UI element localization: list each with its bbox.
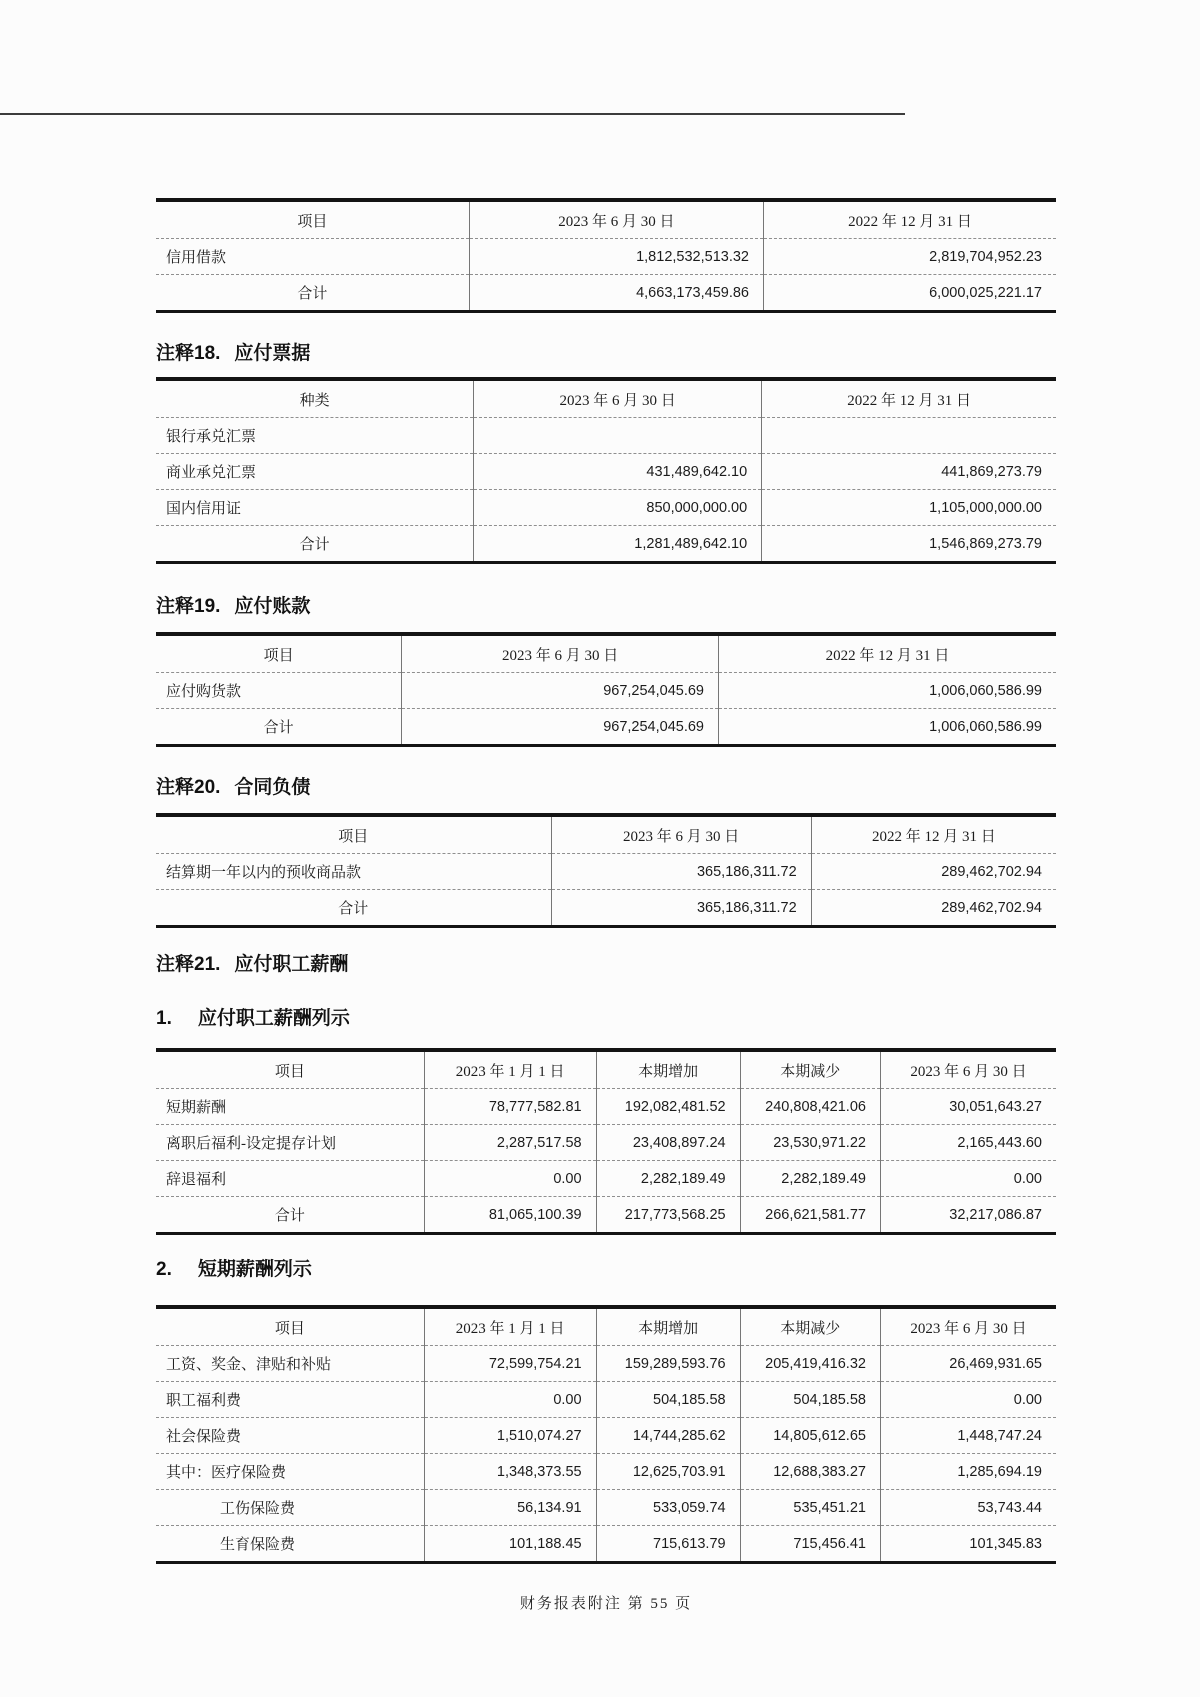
row-label: 应付购货款 (166, 684, 242, 700)
cell-value: 0.00 (424, 1382, 596, 1418)
cell-value: 53,743.44 (880, 1490, 1056, 1526)
table-row (156, 1089, 1056, 1125)
row-label: 合计 (263, 720, 294, 736)
table-row (156, 1125, 1056, 1161)
table-row (156, 1346, 1056, 1382)
column-header: 本期减少 (740, 1050, 880, 1089)
cell-value: 32,217,086.87 (880, 1197, 1056, 1234)
note-number: 注释21. (156, 954, 221, 975)
cell-value: 14,744,285.62 (596, 1418, 740, 1454)
column-header: 2023 年 1 月 1 日 (424, 1307, 596, 1346)
cell-value: 533,059.74 (596, 1490, 740, 1526)
cell-value: 1,448,747.24 (880, 1418, 1056, 1454)
row-label: 其中：医疗保险费 (166, 1465, 287, 1481)
cell-value: 2,819,704,952.23 (763, 239, 1056, 275)
row-label: 信用借款 (166, 250, 227, 266)
note-21-sub1-heading (156, 1008, 1056, 1030)
cell-value: 1,348,373.55 (424, 1454, 596, 1490)
cell-value: 504,185.58 (596, 1382, 740, 1418)
cell-value: 205,419,416.32 (740, 1346, 880, 1382)
cell-value: 289,462,702.94 (811, 854, 1056, 890)
contract-liabilities-table (156, 813, 1056, 928)
cell-value: 23,408,897.24 (596, 1125, 740, 1161)
note-title-text: 应付票据 (234, 343, 311, 364)
column-header: 项目 (338, 828, 369, 845)
cell-value: 30,051,643.27 (880, 1089, 1056, 1125)
table-header-row (156, 815, 1056, 854)
cell-value: 101,188.45 (424, 1526, 596, 1563)
table-row (156, 418, 1056, 454)
cell-value: 967,254,045.69 (402, 709, 719, 746)
column-header: 2023 年 6 月 30 日 (880, 1307, 1056, 1346)
cell-value: 1,546,869,273.79 (762, 526, 1056, 563)
cell-value: 967,254,045.69 (402, 673, 719, 709)
note-20-heading (156, 777, 1056, 799)
page-footer: 财务报表附注 第 55 页 (519, 1596, 693, 1612)
row-label: 生育保险费 (220, 1537, 296, 1553)
cell-value: 365,186,311.72 (551, 854, 811, 890)
cell-value: 715,456.41 (740, 1526, 880, 1563)
page-content (156, 198, 1056, 1613)
cell-value: 0.00 (880, 1161, 1056, 1197)
cell-value: 0.00 (880, 1382, 1056, 1418)
cell-value: 78,777,582.81 (424, 1089, 596, 1125)
column-header: 项目 (274, 1063, 305, 1080)
cell-value: 4,663,173,459.86 (469, 275, 763, 312)
row-label: 离职后福利-设定提存计划 (166, 1136, 336, 1152)
note-19-heading (156, 596, 1056, 618)
table-header-row (156, 634, 1056, 673)
column-header: 2023 年 6 月 30 日 (880, 1050, 1056, 1089)
cell-value (762, 418, 1056, 454)
table-row (156, 1382, 1056, 1418)
list-number: 2. (156, 1259, 172, 1280)
table-total-row (156, 890, 1056, 927)
note-title-text: 合同负债 (234, 777, 311, 798)
row-label: 合计 (338, 901, 369, 917)
cell-value: 431,489,642.10 (474, 454, 762, 490)
column-header: 2023 年 6 月 30 日 (402, 634, 719, 673)
note-number: 注释18. (156, 343, 221, 364)
table-row (156, 1526, 1056, 1563)
table-row (156, 454, 1056, 490)
cell-value: 1,510,074.27 (424, 1418, 596, 1454)
cell-value: 266,621,581.77 (740, 1197, 880, 1234)
table-total-row (156, 709, 1056, 746)
column-header: 2023 年 6 月 30 日 (551, 815, 811, 854)
note-number: 注释20. (156, 777, 221, 798)
cell-value: 12,688,383.27 (740, 1454, 880, 1490)
cell-value: 159,289,593.76 (596, 1346, 740, 1382)
borrowings-table (156, 198, 1056, 313)
cell-value: 81,065,100.39 (424, 1197, 596, 1234)
row-label: 工伤保险费 (220, 1501, 296, 1517)
table-header-row (156, 1307, 1056, 1346)
row-label: 工资、奖金、津贴和补贴 (166, 1357, 332, 1373)
cell-value: 715,613.79 (596, 1526, 740, 1563)
column-header: 项目 (297, 213, 328, 230)
note-title-text: 应付账款 (234, 596, 311, 617)
column-header: 本期减少 (740, 1307, 880, 1346)
cell-value: 217,773,568.25 (596, 1197, 740, 1234)
column-header: 本期增加 (596, 1050, 740, 1089)
row-label: 结算期一年以内的预收商品款 (166, 865, 362, 881)
cell-value: 23,530,971.22 (740, 1125, 880, 1161)
cell-value: 26,469,931.65 (880, 1346, 1056, 1382)
row-label: 合计 (274, 1208, 305, 1224)
note-21-sub2-heading (156, 1259, 1056, 1281)
row-label: 银行承兑汇票 (166, 429, 257, 445)
cell-value: 441,869,273.79 (762, 454, 1056, 490)
column-header: 2023 年 6 月 30 日 (469, 200, 763, 239)
row-label: 职工福利费 (166, 1393, 242, 1409)
short-term-compensation-table (156, 1305, 1056, 1564)
row-label: 辞退福利 (166, 1172, 227, 1188)
cell-value: 1,006,060,586.99 (718, 673, 1056, 709)
column-header: 种类 (299, 392, 330, 409)
cell-value: 535,451.21 (740, 1490, 880, 1526)
list-number: 1. (156, 1008, 172, 1029)
cell-value: 2,282,189.49 (596, 1161, 740, 1197)
cell-value: 6,000,025,221.17 (763, 275, 1056, 312)
cell-value: 1,285,694.19 (880, 1454, 1056, 1490)
sub-heading-text: 短期薪酬列示 (197, 1259, 312, 1280)
column-header: 项目 (263, 647, 294, 664)
cell-value: 850,000,000.00 (474, 490, 762, 526)
cell-value: 240,808,421.06 (740, 1089, 880, 1125)
note-number: 注释19. (156, 596, 221, 617)
cell-value: 0.00 (424, 1161, 596, 1197)
column-header: 2022 年 12 月 31 日 (718, 634, 1056, 673)
cell-value: 12,625,703.91 (596, 1454, 740, 1490)
table-row (156, 1161, 1056, 1197)
sub-heading-text: 应付职工薪酬列示 (197, 1008, 350, 1029)
table-row (156, 854, 1056, 890)
cell-value: 365,186,311.72 (551, 890, 811, 927)
cell-value: 2,287,517.58 (424, 1125, 596, 1161)
table-row (156, 673, 1056, 709)
notes-payable-table (156, 377, 1056, 564)
column-header: 2022 年 12 月 31 日 (811, 815, 1056, 854)
note-18-heading (156, 343, 1056, 365)
table-row (156, 1418, 1056, 1454)
table-row (156, 1454, 1056, 1490)
cell-value: 1,105,000,000.00 (762, 490, 1056, 526)
cell-value: 1,812,532,513.32 (469, 239, 763, 275)
row-label: 国内信用证 (166, 501, 242, 517)
cell-value: 504,185.58 (740, 1382, 880, 1418)
table-header-row (156, 200, 1056, 239)
table-row (156, 1490, 1056, 1526)
cell-value: 14,805,612.65 (740, 1418, 880, 1454)
row-label: 短期薪酬 (166, 1100, 227, 1116)
row-label: 社会保险费 (166, 1429, 242, 1445)
table-total-row (156, 1197, 1056, 1234)
cell-value: 1,281,489,642.10 (474, 526, 762, 563)
cell-value: 101,345.83 (880, 1526, 1056, 1563)
employee-compensation-table (156, 1048, 1056, 1235)
column-header: 2023 年 6 月 30 日 (474, 379, 762, 418)
table-row (156, 239, 1056, 275)
header-rule (0, 113, 905, 115)
accounts-payable-table (156, 632, 1056, 747)
row-label: 合计 (297, 286, 328, 302)
note-21-heading (156, 954, 1056, 976)
cell-value: 2,282,189.49 (740, 1161, 880, 1197)
table-total-row (156, 526, 1056, 563)
cell-value: 1,006,060,586.99 (718, 709, 1056, 746)
table-header-row (156, 1050, 1056, 1089)
column-header: 项目 (274, 1320, 305, 1337)
column-header: 本期增加 (596, 1307, 740, 1346)
cell-value: 289,462,702.94 (811, 890, 1056, 927)
cell-value: 2,165,443.60 (880, 1125, 1056, 1161)
table-header-row (156, 379, 1056, 418)
table-total-row (156, 275, 1056, 312)
row-label: 合计 (299, 537, 330, 553)
note-title-text: 应付职工薪酬 (234, 954, 349, 975)
cell-value: 192,082,481.52 (596, 1089, 740, 1125)
cell-value: 56,134.91 (424, 1490, 596, 1526)
cell-value: 72,599,754.21 (424, 1346, 596, 1382)
row-label: 商业承兑汇票 (166, 465, 257, 481)
cell-value (474, 418, 762, 454)
table-row (156, 490, 1056, 526)
column-header: 2022 年 12 月 31 日 (763, 200, 1056, 239)
column-header: 2022 年 12 月 31 日 (762, 379, 1056, 418)
column-header: 2023 年 1 月 1 日 (424, 1050, 596, 1089)
